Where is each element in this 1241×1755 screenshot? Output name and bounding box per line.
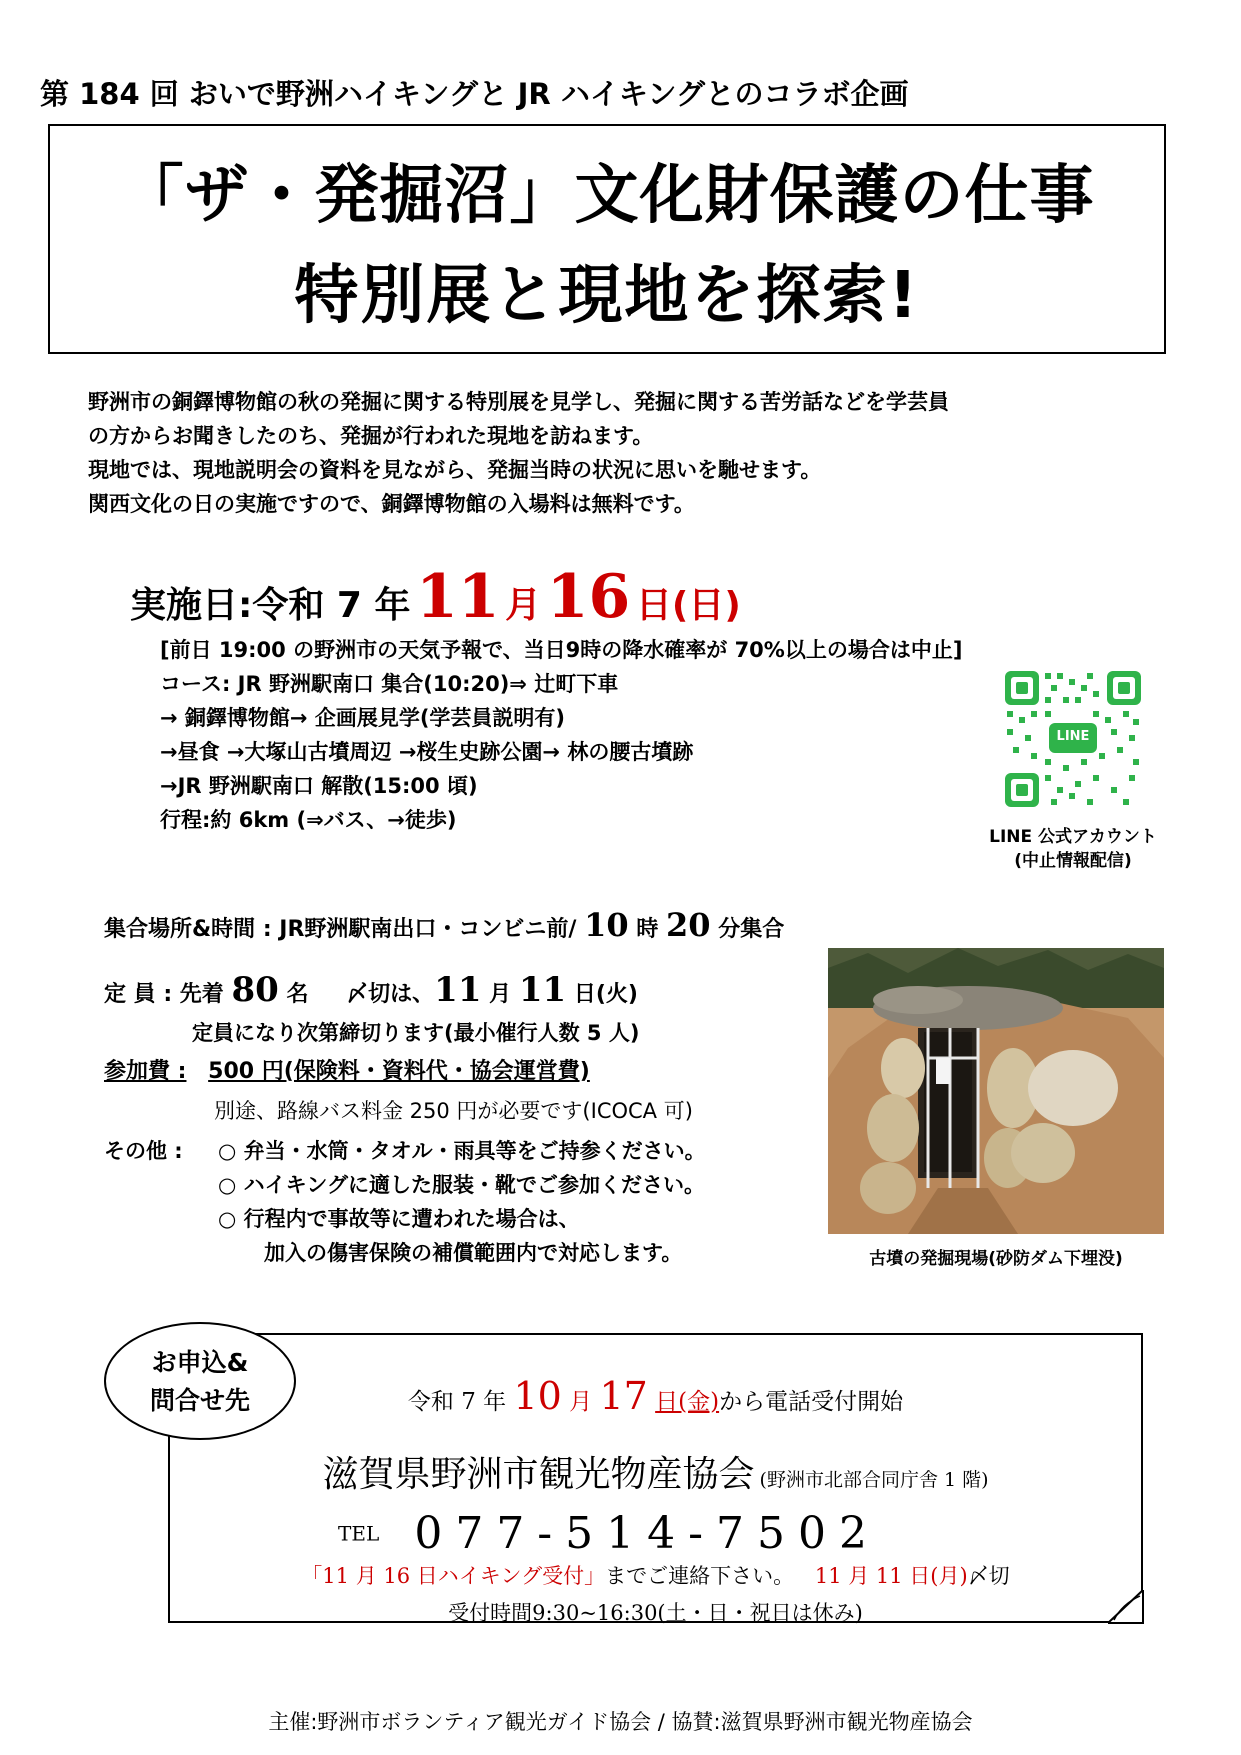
tel-number: 077-514-7502: [414, 1508, 881, 1559]
meeting-minute: 20: [666, 906, 711, 944]
contact-note: [168, 1560, 1143, 1590]
deadline-day-unit: 日: [573, 982, 596, 1007]
course-line-4: →JR 野洲駅南口 解散(15:00 頃): [160, 774, 478, 798]
line-qr-code[interactable]: [1005, 671, 1141, 807]
deadline-day: 11: [518, 970, 567, 1010]
fee-label: 参加費 :: [104, 1059, 187, 1084]
start-day: 17: [599, 1374, 648, 1418]
fee-amount: 500 円(保険料・資料代・協会運営費): [208, 1059, 590, 1084]
photo-caption: 古墳の発掘現場(砂防ダム下埋没): [869, 1249, 1123, 1269]
other-item-3: ○ 行程内で事故等に遭われた場合は、: [218, 1207, 580, 1231]
start-month: 10: [513, 1374, 562, 1418]
capacity-note: 定員になり次第締切ります(最小催行人数 5 人): [192, 1021, 640, 1045]
organizer-name: 滋賀県野洲市観光物産協会: [322, 1454, 755, 1495]
contact-mid: までご連絡下さい。: [605, 1564, 795, 1588]
capacity-row: [104, 970, 638, 1010]
meeting-info: [104, 906, 784, 944]
title-line-1: 「ザ・発掘沼」文化財保護の仕事: [119, 159, 1095, 233]
deadline-month: 11: [434, 970, 482, 1010]
title-line-2: 特別展と現地を探索!: [294, 259, 920, 333]
reception-hours: 受付時間9:30~16:30(土・日・祝日は休み): [448, 1601, 863, 1625]
date-month-unit: 月: [505, 585, 542, 626]
contact-subject: 「11 月 16 日ハイキング受付」: [301, 1564, 606, 1588]
excavation-photo-graphic: [828, 948, 1164, 1234]
intro-line-1: 野洲市の銅鐸博物館の秋の発掘に関する特別展を見学し、発掘に関する苦労話などを学芸員: [88, 390, 949, 414]
start-suffix: から電話受付開始: [719, 1389, 904, 1415]
telephone-row: [338, 1508, 880, 1559]
deadline-weekday: (火): [595, 982, 638, 1007]
fee-row: [104, 1054, 590, 1085]
intro-line-4: 関西文化の日の実施ですので、銅鐸博物館の入場料は無料です。: [88, 492, 695, 516]
excavation-photo: [828, 948, 1164, 1234]
organizer-row: [168, 1446, 1143, 1497]
fee-note: 別途、路線バス料金 250 円が必要です(ICOCA 可): [214, 1099, 693, 1123]
other-item-1: ○ 弁当・水筒・タオル・雨具等をご持参ください。: [218, 1139, 706, 1163]
start-month-unit: 月: [569, 1389, 593, 1415]
meeting-label: 集合場所&時間 : JR野洲駅南出口・コンビニ前/: [104, 917, 577, 942]
footer-sponsors: 主催:野洲市ボランティア観光ガイド協会 / 協賛:滋賀県野洲市観光物産協会: [268, 1710, 973, 1734]
organizer-location: (野洲市北部合同庁舎 1 階): [759, 1469, 989, 1491]
deadline-label: 〆切は、: [346, 982, 435, 1007]
tel-label: TEL: [338, 1521, 380, 1546]
course-line-1: コース: JR 野洲駅南口 集合(10:20)⇒ 辻町下車: [160, 672, 619, 696]
date-label: 実施日:令和 7 年: [130, 585, 411, 626]
course-line-2: → 銅鐸博物館→ 企画展見学(学芸員説明有): [160, 706, 566, 730]
other-label: その他 :: [104, 1139, 183, 1163]
meeting-hour-unit: 時: [636, 917, 659, 942]
start-prefix: 令和 7 年: [407, 1389, 507, 1415]
capacity-label: 定 員 : 先着: [104, 982, 224, 1007]
date-weekday: (日): [671, 585, 741, 626]
start-day-unit: 日(金): [655, 1389, 720, 1415]
weather-note: [前日 19:00 の野洲市の天気予報で、当日9時の降水確率が 70%以上の場合は中止]: [160, 638, 963, 662]
meeting-hour: 10: [584, 906, 629, 944]
intro-line-3: 現地では、現地説明会の資料を見ながら、発掘当時の状況に思いを馳せます。: [88, 458, 822, 482]
phone-start-date: [168, 1374, 1143, 1418]
deadline-month-unit: 月: [489, 982, 512, 1007]
other-item-2: ○ ハイキングに適した服装・靴でご参加ください。: [218, 1173, 706, 1197]
apply-badge-line-1: お申込&: [151, 1348, 249, 1377]
other-item-3-cont: 加入の傷害保険の補償範囲内で対応します。: [264, 1241, 683, 1265]
capacity-count: 80: [231, 970, 279, 1010]
course-distance: 行程:約 6km (⇒バス、→徒歩): [160, 808, 457, 832]
qr-caption: [962, 825, 1184, 873]
event-date: [130, 562, 741, 632]
apply-badge-line-2: 問合せ先: [149, 1386, 250, 1415]
line-logo-label: LINE: [1056, 729, 1090, 744]
contact-deadline: 11 月 11 日(月): [814, 1564, 968, 1588]
date-day-unit: 日: [635, 585, 672, 626]
contact-end: 〆切: [967, 1564, 1010, 1588]
meeting-minute-unit: 分集合: [718, 917, 785, 942]
date-month: 11: [416, 562, 500, 632]
event-subtitle: 第 184 回 おいで野洲ハイキングと JR ハイキングとのコラボ企画: [40, 77, 909, 111]
intro-line-2: の方からお聞きしたのち、発掘が行われた現地を訪ねます。: [88, 424, 654, 448]
course-line-3: →昼食 →大塚山古墳周辺 →桜生史跡公園→ 林の腰古墳跡: [160, 740, 694, 764]
qr-caption-line-1: LINE 公式アカウント: [989, 827, 1157, 847]
qr-caption-line-2: (中止情報配信): [1014, 851, 1132, 871]
capacity-count-unit: 名: [286, 982, 309, 1007]
date-day: 16: [546, 562, 631, 632]
title-box: [48, 124, 1166, 354]
